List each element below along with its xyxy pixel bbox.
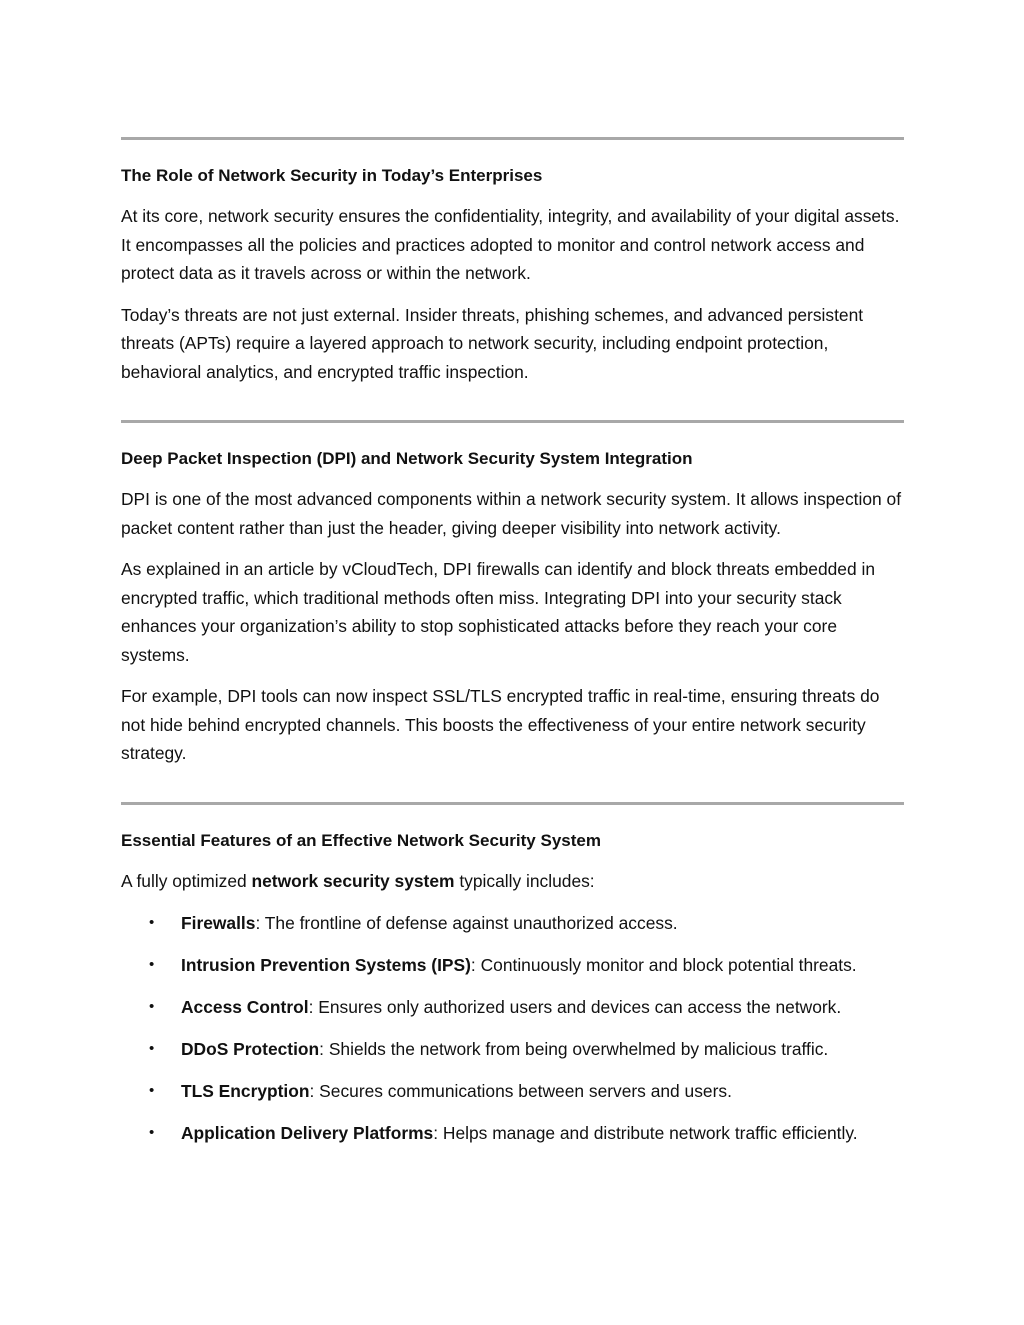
list-item <box>121 1119 904 1147</box>
bullet-icon: • <box>149 1082 155 1099</box>
feature-description: : Helps manage and distribute network traffic efficiently. <box>433 1123 858 1143</box>
section-divider <box>121 137 904 140</box>
section-essential-features <box>121 829 904 1148</box>
section-network-security-role <box>121 164 904 386</box>
intro-bold-text: network security system <box>251 870 455 891</box>
feature-term: Firewalls <box>181 913 256 933</box>
section-heading: Deep Packet Inspection (DPI) and Network Security System Integration <box>121 449 693 468</box>
feature-term: Access Control <box>181 997 309 1017</box>
list-item <box>121 951 904 979</box>
paragraph: Today’s threats are not just external. Insider threats, phishing schemes, and advanced persistent threats (APTs) require a layered approach to network security, including endpoint protection, behavioral analytics, and encrypted traffic inspection. <box>121 304 864 382</box>
feature-term: TLS Encryption <box>181 1081 310 1101</box>
intro-text: A fully optimized <box>121 870 252 891</box>
bullet-icon: • <box>149 956 155 973</box>
section-divider <box>121 420 904 423</box>
bullet-icon: • <box>149 914 155 931</box>
bullet-icon: • <box>149 1040 155 1057</box>
intro-text: typically includes: <box>454 870 595 891</box>
paragraph: For example, DPI tools can now inspect SSL/TLS encrypted traffic in real-time, ensuring threats do not hide behind encrypted channels. This boosts the effectiveness of your entire network security strategy. <box>121 686 880 763</box>
feature-list <box>121 909 904 1147</box>
bullet-icon: • <box>149 998 155 1015</box>
document-page <box>121 137 904 1181</box>
feature-term: DDoS Protection <box>181 1039 320 1059</box>
paragraph: At its core, network security ensures the confidentiality, integrity, and availability of your digital assets. It encompasses all the policies and practices adopted to monitor and control network access and protect data as it travels across or within the network. <box>121 206 900 283</box>
bullet-icon: • <box>149 1124 155 1141</box>
features-intro <box>121 867 904 896</box>
section-divider <box>121 802 904 805</box>
feature-description: : The frontline of defense against unauthorized access. <box>255 913 678 933</box>
paragraph: As explained in an article by vCloudTech, DPI firewalls can identify and block threats embedded in encrypted traffic, which traditional methods often miss. Integrating DPI into your security stack enhances your organization’s ability to stop sophisticated attacks before they reach your core systems. <box>121 559 876 665</box>
section-dpi-integration <box>121 447 904 768</box>
feature-description: : Continuously monitor and block potential threats. <box>470 955 857 975</box>
list-item <box>121 1077 904 1105</box>
feature-term: Intrusion Prevention Systems (IPS) <box>181 955 471 975</box>
section-heading: The Role of Network Security in Today’s Enterprises <box>121 166 543 185</box>
feature-description: : Shields the network from being overwhelmed by malicious traffic. <box>319 1039 829 1059</box>
list-item <box>121 1035 904 1063</box>
paragraph: DPI is one of the most advanced components within a network security system. It allows inspection of packet content rather than just the header, giving deeper visibility into network activity. <box>121 489 902 538</box>
list-item <box>121 909 904 937</box>
feature-term: Application Delivery Platforms <box>181 1123 434 1143</box>
section-heading: Essential Features of an Effective Network Security System <box>121 830 601 850</box>
list-item <box>121 993 904 1021</box>
feature-description: : Secures communications between servers and users. <box>309 1081 732 1101</box>
feature-description: : Ensures only authorized users and devices can access the network. <box>308 997 842 1017</box>
